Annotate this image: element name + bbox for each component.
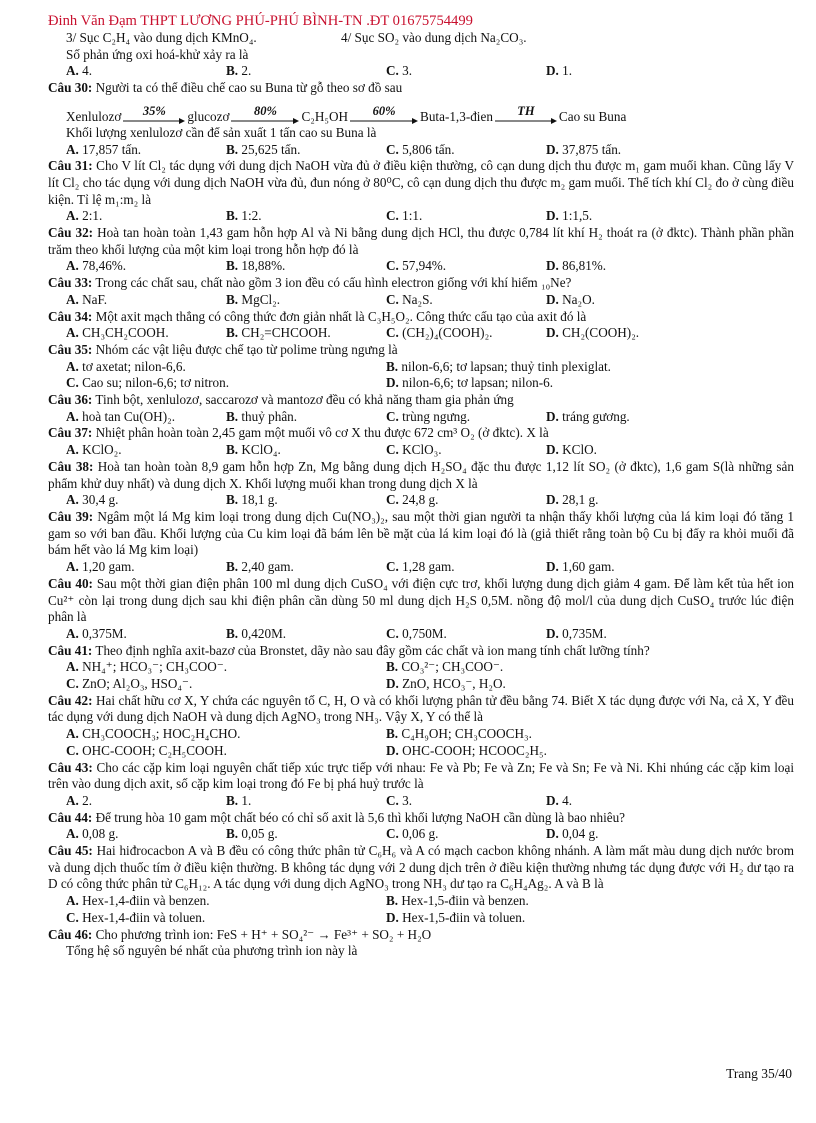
q34-question: Câu 34: Một axit mạch thẳng có công thức đơn giản nhất là C₃H₅O₂. Công thức cấu tạo của axit đó là — [48, 308, 587, 324]
q30-option-c[interactable]: C. 5,806 tấn. — [386, 141, 455, 157]
q29-r4: 4/ Sục SO₂ vào dung dịch Na₂CO₃. — [341, 30, 527, 45]
q38-question: Câu 38: Hoà tan hoàn toàn 8,9 gam hỗn hợp Zn, Mg bằng dung dịch H₂SO₄ đặc thu được 1,12 lít SO₂ (ở đktc), 1,6 gam S(là những sản phẩm khử duy nhất) và dung dịch X. Khối lượng muối khan trong dung dịch X là — [48, 458, 795, 491]
q43-option-b[interactable]: B. 1. — [226, 792, 252, 808]
q41-option-b[interactable]: B. CO₃²⁻; CH₃COO⁻. — [386, 659, 504, 675]
q30-stem: Người ta có thể điều chế cao su Buna từ gỗ theo sơ đồ sau — [95, 80, 403, 96]
q36-option-b[interactable]: B. thuỷ phân. — [226, 408, 298, 424]
q41-option-a[interactable]: A. NH₄⁺; HCO₃⁻; CH₃COO⁻. — [66, 659, 228, 675]
q32-option-c[interactable]: C. 57,94%. — [386, 258, 447, 274]
q37-option-b[interactable]: B. KClO₄. — [226, 442, 281, 458]
q45-option-d[interactable]: D. Hex-1,5-điin và toluen. — [386, 909, 526, 925]
scheme-arrow-4: TH — [495, 105, 557, 125]
q30-option-a[interactable]: A. 17,857 tấn. — [66, 141, 142, 157]
q32-option-a[interactable]: A. 78,46%. — [66, 258, 127, 274]
q46-question: Câu 46: Cho phương trình ion: FeS + H⁺ + SO₄²⁻ → Fe³⁺ + SO₂ + H₂O — [48, 926, 432, 942]
q40-option-d[interactable]: D. 0,735M. — [546, 625, 607, 641]
page-number: Trang 35/40 — [726, 1066, 792, 1081]
q39-option-d[interactable]: D. 1,60 gam. — [546, 559, 615, 575]
q41-option-d[interactable]: D. ZnO, HCO₃⁻, H₂O. — [386, 676, 506, 692]
q30-stem2: Khối lượng xenlulozơ cần để sản xuất 1 tấn cao su Buna là — [66, 124, 377, 140]
scheme-step-5: Cao su Buna — [558, 108, 627, 124]
q31-question: Câu 31: Cho V lít Cl₂ tác dụng với dung dịch NaOH vừa đủ ở điều kiện thường, cô cạn dung dịch thu được m₁ gam muối khan. Cũng lấy V lít Cl₂ cho tác dụng với dung dịch NaOH vừa đủ, đun nóng ở 80⁰C, cô cạn dung dịch thu được m₂ gam muối. Thể tích khí Cl₂ đo ở cùng điều kiện. Tỉ lệ m₁:m₂ là — [48, 158, 795, 207]
q30-scheme — [48, 97, 794, 125]
q35-option-b[interactable]: B. nilon-6,6; tơ lapsan; thuỷ tinh plexiglat. — [386, 358, 611, 374]
q42-option-c[interactable]: C. OHC-COOH; C₂H₅COOH. — [66, 742, 227, 758]
q41-question: Câu 41: Theo định nghĩa axit-bazơ của Bronstet, dãy nào sau đây gồm các chất và ion mang tính chất lưỡng tính? — [48, 642, 650, 658]
scheme-step-4: Buta-1,3-đien — [420, 108, 493, 124]
q38-option-c[interactable]: C. 24,8 g. — [386, 492, 439, 508]
scheme-step-1: Xenlulozơ — [66, 108, 122, 124]
q39-option-b[interactable]: B. 2,40 gam. — [226, 559, 294, 575]
q31-option-b[interactable]: B. 1:2. — [226, 208, 262, 224]
q40-option-c[interactable]: C. 0,750M. — [386, 625, 447, 641]
q34-option-b[interactable]: B. CH₂=CHCOOH. — [226, 325, 331, 341]
q43-option-a[interactable]: A. 2. — [66, 792, 93, 808]
scheme-arrow-2: 80% — [231, 105, 299, 125]
q31-option-a[interactable]: A. 2:1. — [66, 208, 103, 224]
q37-option-d[interactable]: D. KClO. — [546, 442, 597, 458]
q29-stem: Số phản ứng oxi hoá-khử xảy ra là — [66, 46, 249, 62]
q43-question: Câu 43: Cho các cặp kim loại nguyên chất tiếp xúc trực tiếp với nhau: Fe và Pb; Fe và Zn; Fe và Sn; Fe và Ni. Khi nhúng các cặp kim loại trên vào dung dịch axit, số cặp kim loại trong đó Fe bị phá huỷ trước là — [48, 759, 795, 792]
q44-option-a[interactable]: A. 0,08 g. — [66, 826, 119, 842]
q44-option-c[interactable]: C. 0,06 g. — [386, 826, 439, 842]
q33-option-d[interactable]: D. Na₂O. — [546, 291, 595, 307]
q31-option-d[interactable]: D. 1:1,5. — [546, 208, 593, 224]
q30-number: Câu 30: — [48, 80, 93, 96]
q37-option-a[interactable]: A. KClO₂. — [66, 442, 122, 458]
q44-options — [48, 826, 794, 843]
q42-option-a[interactable]: A. CH₃COOCH₃; HOC₂H₄CHO. — [66, 726, 241, 742]
q38-option-b[interactable]: B. 18,1 g. — [226, 492, 278, 508]
q32-question: Câu 32: Hoà tan hoàn toàn 1,43 gam hỗn hợp Al và Ni bằng dung dịch HCl, thu được 0,784 lít khí H₂ thoát ra (ở đktc). Thành phần phần trăm theo khối lượng của một kim loại trong hỗn hợp đó là — [48, 225, 795, 257]
q32-option-b[interactable]: B. 18,88%. — [226, 258, 286, 274]
q40-option-b[interactable]: B. 0,420M. — [226, 625, 287, 641]
q45-option-b[interactable]: B. Hex-1,5-điin và benzen. — [386, 893, 529, 909]
q40-option-a[interactable]: A. 0,375M. — [66, 625, 127, 641]
q41-option-c[interactable]: C. ZnO; Al₂O₃, HSO₄⁻. — [66, 676, 193, 692]
q36-options — [48, 409, 794, 426]
q42-option-b[interactable]: B. C₄H₉OH; CH₃COOCH₃. — [386, 726, 532, 742]
q29-option-a[interactable]: A. 4. — [66, 63, 93, 79]
q33-option-c[interactable]: C. Na₂S. — [386, 291, 433, 307]
q44-option-b[interactable]: B. 0,05 g. — [226, 826, 278, 842]
q35-options — [48, 359, 794, 392]
q42-option-d[interactable]: D. OHC-COOH; HCOOC₂H₅. — [386, 742, 547, 758]
q45-option-c[interactable]: C. Hex-1,4-điin và toluen. — [66, 909, 206, 925]
q44-question: Câu 44: Để trung hòa 10 gam một chất béo có chỉ số axit là 5,6 thì khối lượng NaOH cần dùng là bao nhiêu? — [48, 809, 626, 825]
q33-question: Câu 33: Trong các chất sau, chất nào gồm 3 ion đều có cấu hình electron giống với khí hiếm ₁₀Ne? — [48, 275, 572, 291]
scheme-step-2: glucozơ — [187, 108, 230, 124]
q39-options — [48, 559, 794, 576]
scheme-arrow-1: 35% — [123, 105, 185, 125]
page-header: Đinh Văn Đạm THPT LƯƠNG PHÚ-PHÚ BÌNH-TN .ĐT 01675754499 — [48, 13, 473, 29]
q34-option-d[interactable]: D. CH₂(COOH)₂. — [546, 325, 640, 341]
q29-option-c[interactable]: C. 3. — [386, 63, 413, 79]
q33-option-b[interactable]: B. MgCl₂. — [226, 291, 281, 307]
q45-question: Câu 45: Hai hiđrocacbon A và B đều có công thức phân tử C₆H₆ và A có mạch cacbon không nhánh. A làm mất màu dung dịch nước brom và dung dịch thuốc tím ở điều kiện thường. B không tác dụng với 2 dung dịch trên ở điều kiện thường nhưng tác dụng được với H₂ dư tạo ra D có công thức phân tử C₆H₁₂. A tác dụng với dung dịch AgNO₃ trong NH₃ dư tạo ra C₆H₄Ag₂. A và B là — [48, 843, 795, 892]
q39-option-a[interactable]: A. 1,20 gam. — [66, 559, 135, 575]
q37-option-c[interactable]: C. KClO₃. — [386, 442, 442, 458]
q30-option-d[interactable]: D. 37,875 tấn. — [546, 141, 622, 157]
q45-option-a[interactable]: A. Hex-1,4-điin và benzen. — [66, 893, 210, 909]
q29-option-b[interactable]: B. 2. — [226, 63, 252, 79]
q43-options — [48, 793, 794, 810]
q35-option-c[interactable]: C. Cao su; nilon-6,6; tơ nitron. — [66, 375, 230, 391]
q30-question — [48, 80, 794, 97]
q39-question: Câu 39: Ngâm một lá Mg kim loại trong dung dịch Cu(NO₃)₂, sau một thời gian người ta nhận thấy khối lượng của lá kim loại đó tăng 1 gam so với ban đầu. Khối lượng của Cu kim loại đã bám lên bề mặt của lá kim loại đó là (giả thiết rằng toàn bộ Cu bị đẩy ra khỏi muối đã bám hết vào lá Mg kim loại) — [48, 508, 794, 558]
q46-stem2: Tổng hệ số nguyên bé nhất của phương trình ion này là — [66, 943, 358, 959]
q37-options — [48, 442, 794, 459]
scheme-step-3: C₂H₅OH — [301, 108, 349, 124]
q30-options — [48, 142, 794, 159]
q33-options — [48, 292, 794, 309]
q40-options — [48, 626, 794, 643]
q40-question: Câu 40: Sau một thời gian điện phân 100 ml dung dịch CuSO₄ với điện cực trơ, khối lượng dung dịch giảm 4 gam. Để làm kết tủa hết ion Cu²⁺ còn lại trong dung dịch sau khi điện phân cần dùng 50 ml dung dịch H₂S 0,5M. nồng độ mol/l của dung dịch CuSO₄ trước lúc điện phân là — [48, 575, 795, 625]
q36-option-a[interactable]: A. hoà tan Cu(OH)₂. — [66, 408, 175, 424]
q34-option-c[interactable]: C. (CH₂)₄(COOH)₂. — [386, 325, 493, 341]
q29-r3: 3/ Sục C₂H₄ vào dung dịch KMnO₄. — [66, 30, 257, 45]
q43-option-d[interactable]: D. 4. — [546, 792, 573, 808]
q36-question: Câu 36: Tinh bột, xenlulozơ, saccarozơ và mantozơ đều có khả năng tham gia phản ứng — [48, 392, 514, 408]
q33-option-a[interactable]: A. NaF. — [66, 291, 108, 307]
q31-options — [48, 208, 794, 225]
q34-options — [48, 325, 794, 342]
q30-option-b[interactable]: B. 25,625 tấn. — [226, 141, 301, 157]
q31-option-c[interactable]: C. 1:1. — [386, 208, 423, 224]
q39-option-c[interactable]: C. 1,28 gam. — [386, 559, 455, 575]
q35-question: Câu 35: Nhóm các vật liệu được chế tạo từ polime trùng ngưng là — [48, 341, 398, 357]
q32-options — [48, 258, 794, 275]
q36-option-d[interactable]: D. tráng gương. — [546, 408, 630, 424]
q41-options — [48, 659, 794, 692]
q34-option-a[interactable]: A. CH₃CH₂COOH. — [66, 325, 169, 341]
q42-options — [48, 726, 794, 759]
q37-question: Câu 37: Nhiệt phân hoàn toàn 2,45 gam một muối vô cơ X thu được 672 cm³ O₂ (ở đktc). X là — [48, 425, 549, 441]
q38-options — [48, 492, 794, 509]
scheme-arrow-3: 60% — [350, 105, 418, 125]
q29-option-d[interactable]: D. 1. — [546, 63, 573, 79]
q38-option-a[interactable]: A. 30,4 g. — [66, 492, 119, 508]
q29-reactions — [48, 30, 794, 47]
q43-option-c[interactable]: C. 3. — [386, 792, 413, 808]
q38-option-d[interactable]: D. 28,1 g. — [546, 492, 599, 508]
q36-option-c[interactable]: C. trùng ngưng. — [386, 408, 471, 424]
q32-option-d[interactable]: D. 86,81%. — [546, 258, 607, 274]
q29-options — [48, 63, 794, 80]
q45-options — [48, 893, 794, 926]
q44-option-d[interactable]: D. 0,04 g. — [546, 826, 599, 842]
q42-question: Câu 42: Hai chất hữu cơ X, Y chứa các nguyên tố C, H, O và có khối lượng phân tử đều bằng 74. Biết X tác dụng được với Na, cả X, Y đều tác dụng với dung dịch NaOH và dung dịch AgNO₃ trong NH₃. Vậy X, Y có thể là — [48, 692, 795, 725]
q35-option-d[interactable]: D. nilon-6,6; tơ lapsan; nilon-6. — [386, 375, 554, 391]
q35-option-a[interactable]: A. tơ axetat; nilon-6,6. — [66, 358, 186, 374]
